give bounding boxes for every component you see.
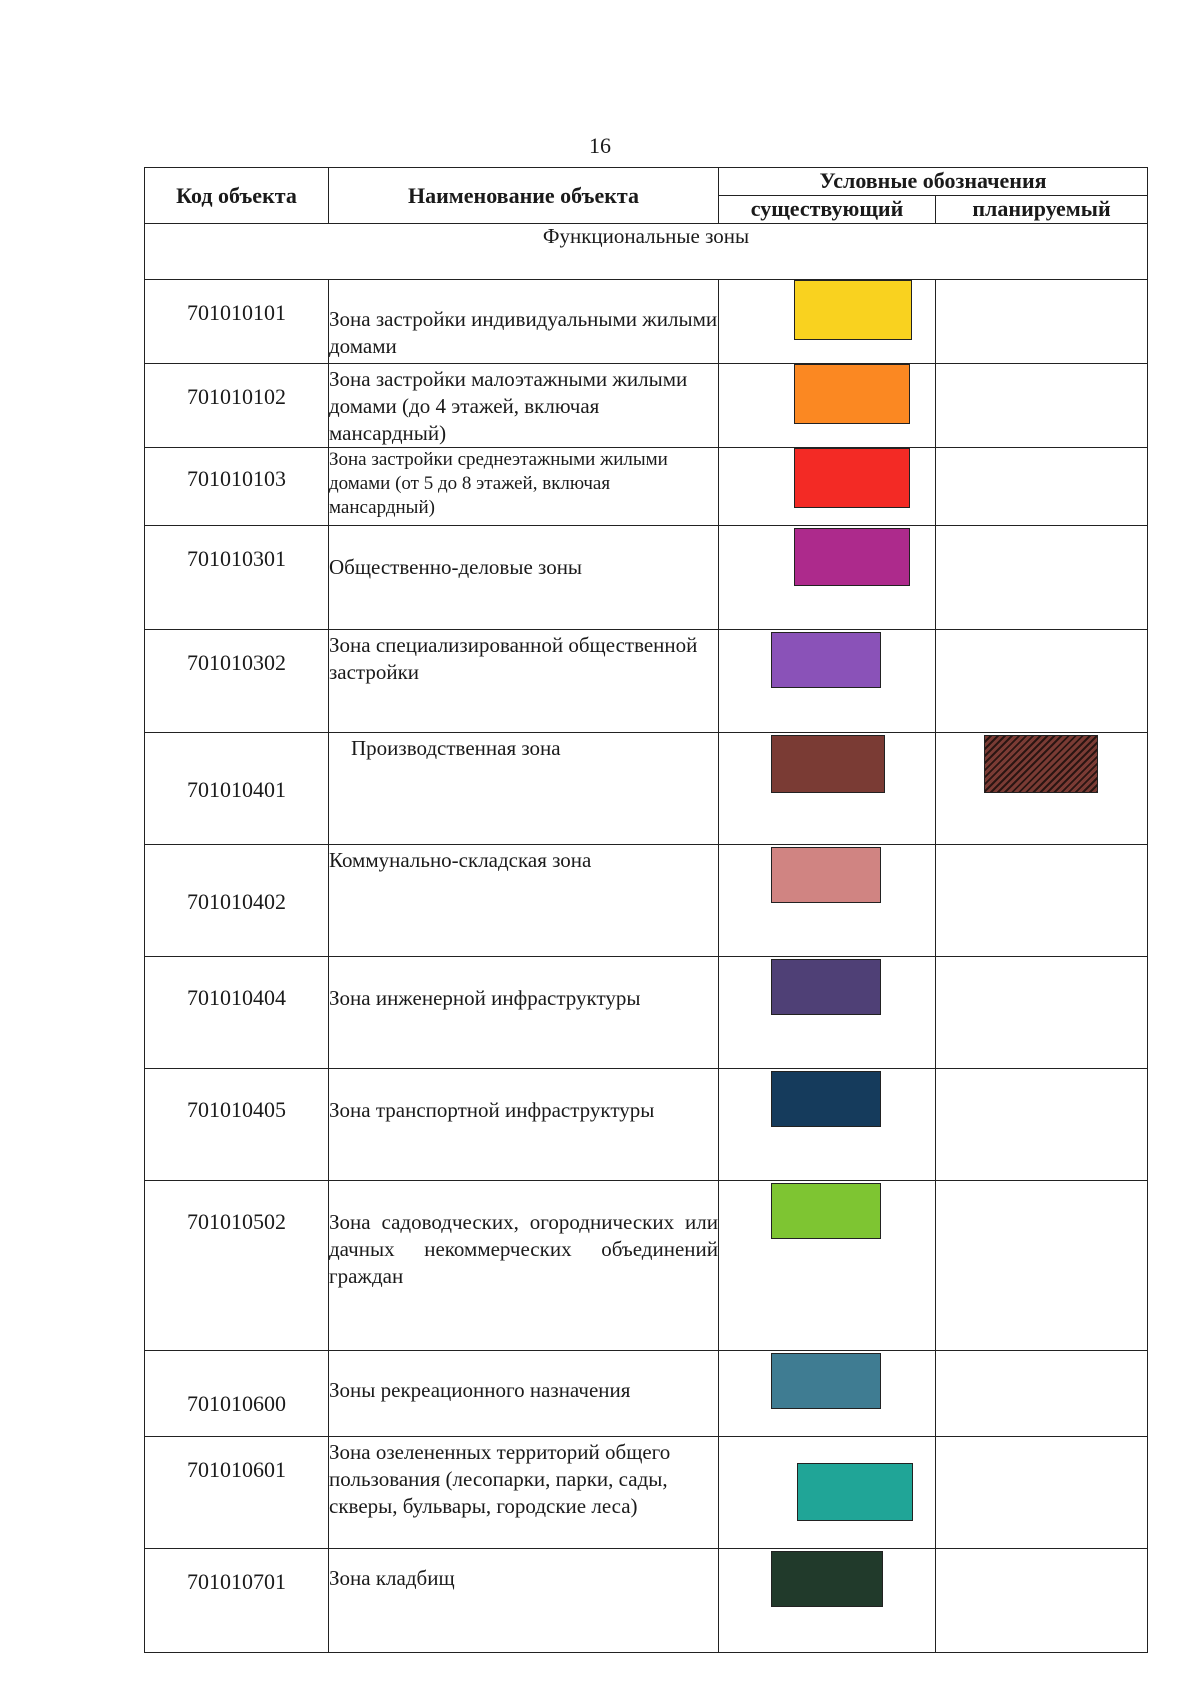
existing-color-swatch xyxy=(794,364,910,424)
object-code: 701010502 xyxy=(145,1181,329,1351)
planned-legend-cell xyxy=(936,630,1148,733)
object-name: Зона транспортной инфраструктуры xyxy=(329,1069,719,1181)
object-code: 701010302 xyxy=(145,630,329,733)
object-name: Зоны рекреационного назначения xyxy=(329,1351,719,1437)
existing-color-swatch xyxy=(794,528,910,586)
object-code: 701010102 xyxy=(145,364,329,448)
object-name: Зона застройки индивидуальными жилыми домами xyxy=(329,280,719,364)
planned-legend-cell xyxy=(936,733,1148,845)
existing-legend-cell xyxy=(719,1437,936,1549)
object-code: 701010402 xyxy=(145,845,329,957)
planned-legend-cell xyxy=(936,364,1148,448)
table-row xyxy=(145,1549,1148,1653)
table-row xyxy=(145,845,1148,957)
object-name: Зона кладбищ xyxy=(329,1549,719,1653)
existing-legend-cell xyxy=(719,1069,936,1181)
existing-color-swatch xyxy=(797,1463,913,1521)
table-row xyxy=(145,957,1148,1069)
existing-legend-cell xyxy=(719,845,936,957)
table-row xyxy=(145,280,1148,364)
header-legend: Условные обозначения xyxy=(719,168,1148,196)
existing-color-swatch xyxy=(771,1353,881,1409)
existing-legend-cell xyxy=(719,280,936,364)
existing-color-swatch xyxy=(794,280,912,340)
existing-legend-cell xyxy=(719,526,936,630)
header-name: Наименование объекта xyxy=(329,168,719,224)
object-code: 701010600 xyxy=(145,1351,329,1437)
planned-legend-cell xyxy=(936,1181,1148,1351)
planned-legend-cell xyxy=(936,1437,1148,1549)
planned-legend-cell xyxy=(936,1549,1148,1653)
existing-color-swatch xyxy=(771,1183,881,1239)
object-code: 701010701 xyxy=(145,1549,329,1653)
object-name: Производственная зона xyxy=(329,733,719,845)
existing-color-swatch xyxy=(771,632,881,688)
existing-color-swatch xyxy=(771,1551,883,1607)
planned-legend-cell xyxy=(936,845,1148,957)
table-row xyxy=(145,733,1148,845)
existing-color-swatch xyxy=(771,959,881,1015)
table-row xyxy=(145,364,1148,448)
section-title: Функциональные зоны xyxy=(145,224,1148,280)
existing-color-swatch xyxy=(771,847,881,903)
object-name: Общественно-деловые зоны xyxy=(329,526,719,630)
table-row xyxy=(145,1069,1148,1181)
object-name: Зона озелененных территорий общего пользования (лесопарки, парки, сады, скверы, бульвары, городские леса) xyxy=(329,1437,719,1549)
planned-hatched-swatch xyxy=(984,735,1098,793)
planned-legend-cell xyxy=(936,526,1148,630)
object-code: 701010601 xyxy=(145,1437,329,1549)
header-existing: существующий xyxy=(719,196,936,224)
planned-legend-cell xyxy=(936,1069,1148,1181)
header-code: Код объекта xyxy=(145,168,329,224)
object-name: Зона специализированной общественной застройки xyxy=(329,630,719,733)
object-code: 701010404 xyxy=(145,957,329,1069)
header-planned: планируемый xyxy=(936,196,1148,224)
object-code: 701010401 xyxy=(145,733,329,845)
legend-table xyxy=(144,167,1148,1653)
existing-legend-cell xyxy=(719,957,936,1069)
table-row xyxy=(145,1181,1148,1351)
planned-legend-cell xyxy=(936,1351,1148,1437)
object-name: Зона застройки среднеэтажными жилыми домами (от 5 до 8 этажей, включая мансардный) xyxy=(329,448,719,526)
object-code: 701010405 xyxy=(145,1069,329,1181)
existing-legend-cell xyxy=(719,630,936,733)
existing-legend-cell xyxy=(719,448,936,526)
planned-legend-cell xyxy=(936,957,1148,1069)
existing-color-swatch xyxy=(771,735,885,793)
planned-legend-cell xyxy=(936,280,1148,364)
object-code: 701010103 xyxy=(145,448,329,526)
existing-legend-cell xyxy=(719,1181,936,1351)
table-row xyxy=(145,448,1148,526)
object-code: 701010301 xyxy=(145,526,329,630)
existing-legend-cell xyxy=(719,364,936,448)
object-name: Зона застройки малоэтажными жилыми домами (до 4 этажей, включая мансардный) xyxy=(329,364,719,448)
object-code: 701010101 xyxy=(145,280,329,364)
object-name: Зона инженерной инфраструктуры xyxy=(329,957,719,1069)
planned-legend-cell xyxy=(936,448,1148,526)
object-name: Зона садоводческих, огороднических или дачных некоммерческих объединений граждан xyxy=(329,1181,719,1351)
table-row xyxy=(145,630,1148,733)
table-row xyxy=(145,526,1148,630)
existing-legend-cell xyxy=(719,1549,936,1653)
table-row xyxy=(145,1351,1148,1437)
table-row xyxy=(145,1437,1148,1549)
object-name: Коммунально-складская зона xyxy=(329,845,719,957)
existing-color-swatch xyxy=(794,448,910,508)
page-number: 16 xyxy=(589,133,611,158)
existing-legend-cell xyxy=(719,733,936,845)
existing-legend-cell xyxy=(719,1351,936,1437)
existing-color-swatch xyxy=(771,1071,881,1127)
